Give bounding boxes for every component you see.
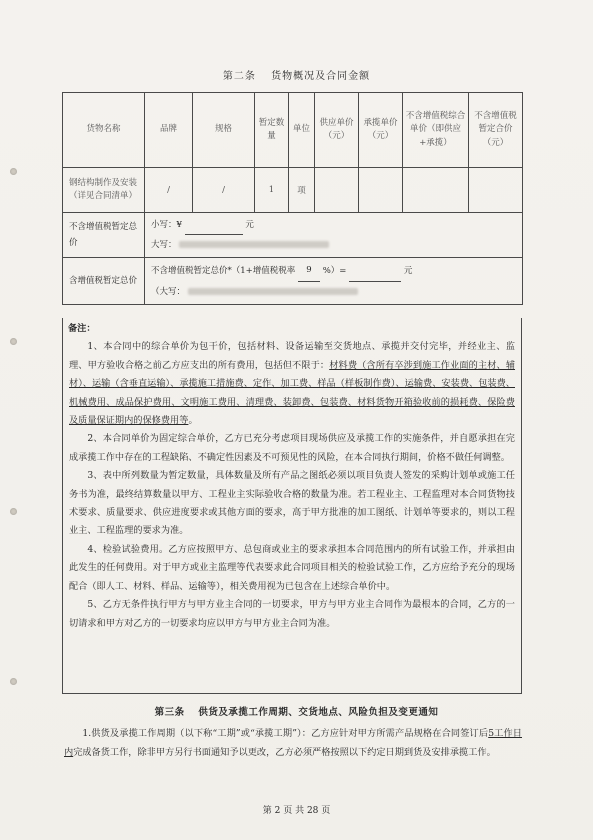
unit-price-cell (403, 168, 469, 213)
note-3: 3、表中所列数量为暂定数量，具体数量及所有产品之图纸必须以项目负责人签发的采购计划单或施工任务书为准，最终结算数量以甲方、工程业主实际验收合格的数量为准。若工程业主、工程监理对本合同货物技术要求、质量要求、供应进度要求或其他方面的要求，高于甲方批准的加工图纸、计划单等要求的，则以工程业主、工程监理的要求为准。 (69, 470, 515, 537)
binding-hole (10, 338, 17, 345)
supply-price-cell (315, 168, 359, 213)
vat-formula-end: %）= (322, 266, 347, 277)
amount-small-line (151, 215, 520, 235)
header-cell: 暂定数量 (255, 93, 289, 168)
vat-big-line (151, 282, 520, 302)
article3-days: 5工作日内 (64, 728, 522, 758)
table-header-row (63, 93, 523, 168)
total-excl-vat-values (145, 213, 523, 258)
redacted-amount (179, 241, 329, 248)
header-cell: 规格 (193, 93, 255, 168)
total-excl-vat-row (63, 213, 523, 258)
page-footer (0, 803, 593, 816)
amount-big-line (151, 235, 520, 255)
vat-suffix: 元 (403, 266, 413, 277)
header-cell: 不含增值税综合单价（即供应+承揽） (403, 93, 469, 168)
header-cell: 供应单价（元） (315, 93, 359, 168)
total-pages: 28 (306, 806, 319, 816)
footer-mid: 页 共 (283, 806, 305, 816)
note-1-underlined: 材料费（含所有卒涉到施工作业面的主材、辅材）、运输（含垂直运输）、承揽施工措施费、定作、加工费、样品（样板制作费）、运输费、安装费、包装费、机械费用、成品保护费用、文明施工费用、清理费、装卸费、包装费、材料货物开箱验收前的损耗费、保险费及质量保证期内的保修费用等 (69, 359, 516, 427)
article3-text: 1.供货及承揽工作周期（以下称“工期”或“承揽工期”）：乙方应针对甲方所需产品规格在合同签订后 (82, 728, 489, 739)
header-cell: 承揽单价（元） (359, 93, 403, 168)
total-incl-vat-values (145, 258, 523, 305)
vat-rate: 9 (298, 260, 320, 281)
goods-name-cell: 钢结构制作及安装（详见合同清单） (63, 168, 145, 213)
table-row (63, 168, 523, 213)
spec-cell: / (193, 168, 255, 213)
brand-cell: / (145, 168, 193, 213)
header-cell: 不含增值税暂定合价（元） (469, 93, 523, 168)
article3-text-end: 完成备货工作，除非甲方另行书面通知予以更改，乙方必须严格按照以下约定日期到货及安排承揽工作。 (73, 747, 496, 758)
header-cell: 货物名称 (63, 93, 145, 168)
big-label: 大写： (151, 240, 177, 250)
redacted-amount (188, 288, 358, 295)
qty-cell: 1 (255, 168, 289, 213)
contract-price-cell (359, 168, 403, 213)
notes-section (62, 318, 522, 694)
unit-cell: 项 (289, 168, 315, 213)
note-5: 5、乙方无条件执行甲方与甲方业主合同的一切要求，甲方与甲方业主合同作为最根本的合同，乙方的一切请求和甲方对乙方的一切要求均应以甲方与甲方业主合同为准。 (69, 599, 515, 629)
subtotal-cell (469, 168, 523, 213)
small-suffix: 元 (245, 219, 254, 230)
note-1-text: 1、本合同中的综合单价为包干价，包括材料、设备运输至交货地点、承揽并交付完毕，并经业主、监理、甲方验收合格之前乙方应支出的所有费用，包括但不限于： (69, 341, 515, 371)
notes-heading: 备注： (68, 323, 96, 334)
vat-big-label: （大写： (151, 286, 186, 297)
total-excl-vat-label: 不含增值税暂定总价 (63, 213, 145, 258)
binding-hole (10, 168, 17, 175)
binding-hole (10, 678, 17, 685)
total-incl-vat-label: 含增值税暂定总价 (63, 258, 145, 305)
vat-formula-line (151, 260, 520, 281)
note-1 (63, 338, 521, 430)
article3-paragraph-1 (64, 724, 522, 762)
footer-post: 页 (321, 806, 331, 816)
header-cell: 品牌 (145, 93, 193, 168)
total-incl-vat-row (63, 258, 523, 305)
vat-formula: 不含增值税暂定总价*（1+增值税税率 (151, 266, 296, 277)
header-cell: 单位 (289, 93, 315, 168)
note-4: 4、检验试验费用。乙方应按照甲方、总包商或业主的要求承担本合同范围内的所有试验工作，并承担由此发生的任何费用。对于甲方或业主监理等代表要求此合同项目相关的检验试验工作，乙方应给予充分的现场配合（即人工、材料、样品、运输等），相关费用视为已包含在上述综合单价中。 (69, 543, 515, 592)
small-label: 小写：¥ (151, 219, 182, 230)
goods-table (62, 92, 523, 305)
footer-pre: 第 (262, 806, 272, 816)
article3-title: 第三条 供货及承揽工作周期、交货地点、风险负担及变更通知 (154, 707, 439, 718)
article2-title: 第二条 货物概况及合同金额 (222, 71, 371, 82)
binding-hole (10, 508, 17, 515)
note-2: 2、本合同单价为固定综合单价，乙方已充分考虑项目现场供应及承揽工作的实施条件，并自愿承担在完成承揽工作中存在的工程缺陷、不确定性因素及不可预见性的风险，在本合同执行期间，价格不做任何调整。 (69, 433, 515, 463)
note-1-end: 。 (188, 415, 198, 427)
page-number: 2 (274, 806, 281, 816)
